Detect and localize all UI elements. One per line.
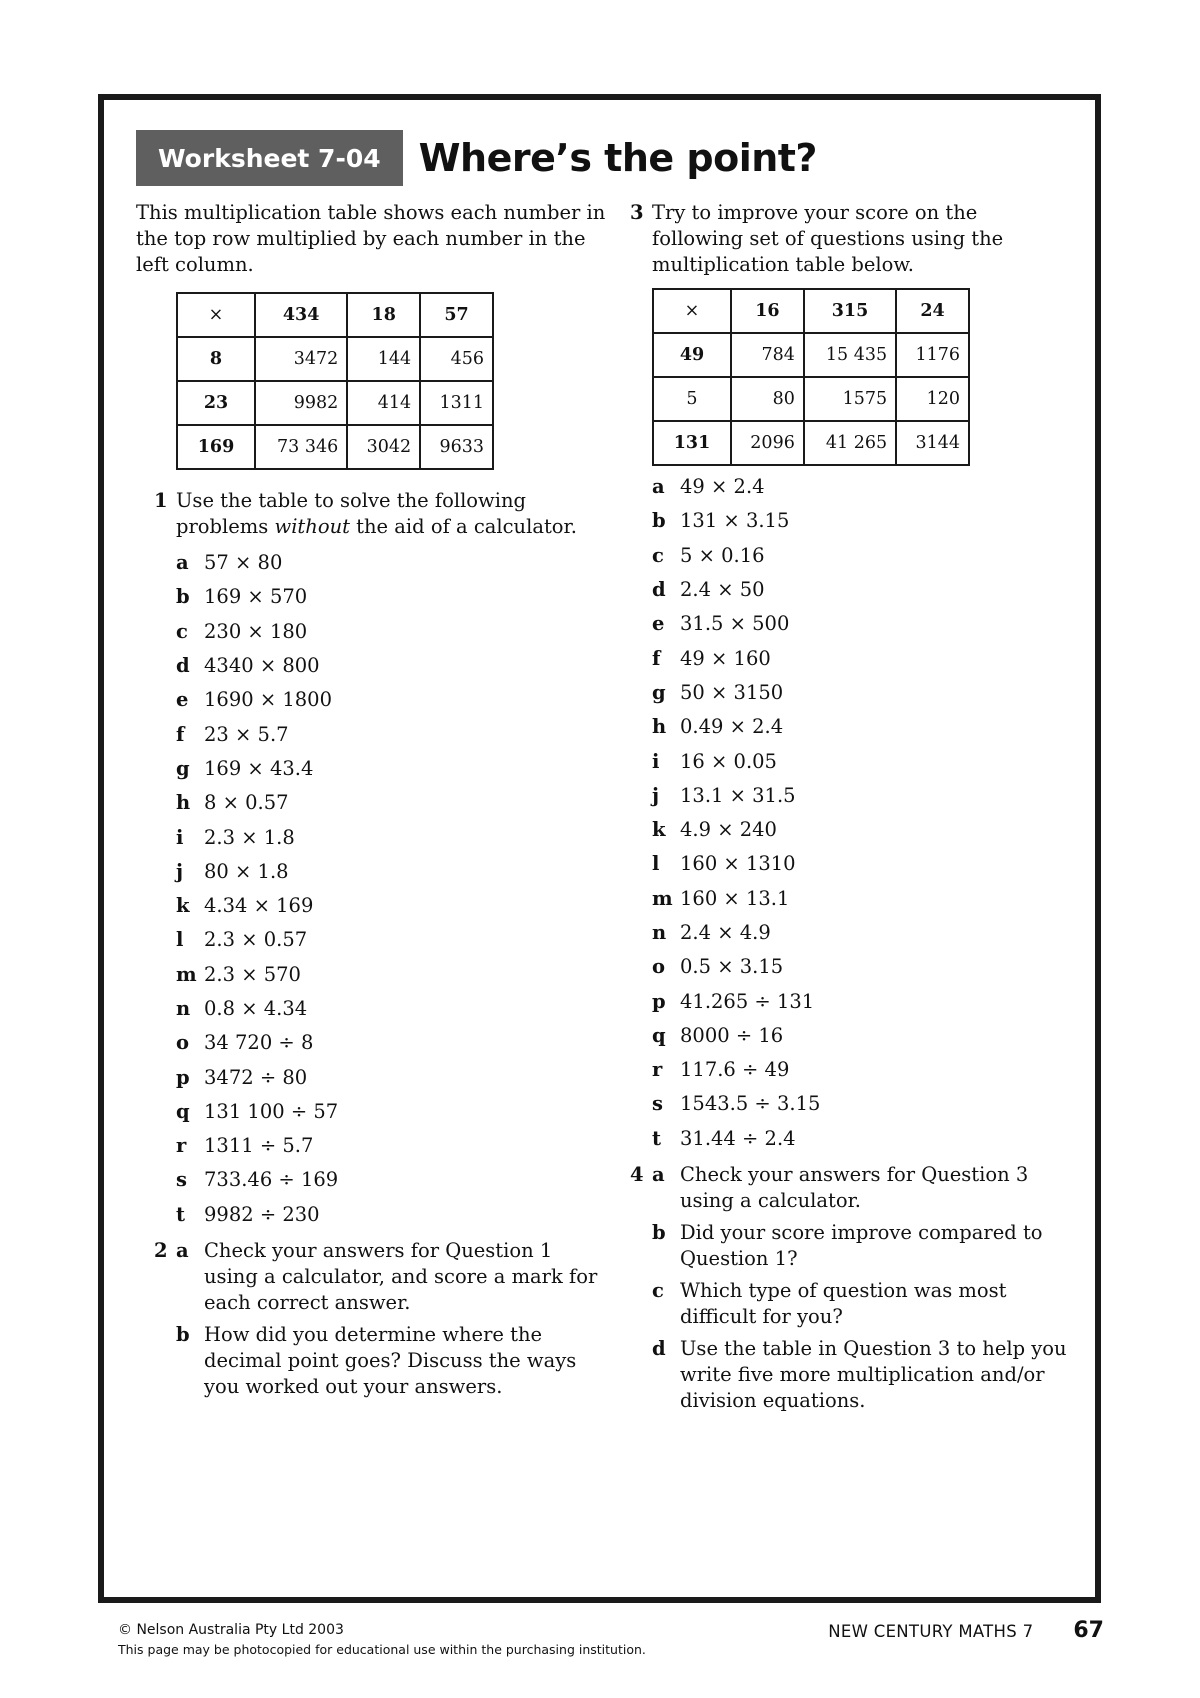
item-text: 80 × 1.8 (204, 859, 289, 883)
item-text: 0.49 × 2.4 (680, 715, 784, 739)
list-item (176, 683, 606, 717)
table-cell: 3042 (347, 425, 420, 469)
question-1 (154, 488, 606, 1232)
item-text: 2.3 × 570 (204, 962, 301, 986)
list-item (176, 1060, 606, 1094)
item-letter: b (652, 509, 666, 533)
question-items (176, 546, 606, 1232)
prompt-text: the aid of a calculator. (349, 515, 577, 538)
item-letter: c (176, 619, 188, 643)
item-letter: m (652, 886, 673, 910)
list-item (176, 615, 606, 649)
table-corner: × (177, 293, 255, 337)
question-prompt (176, 488, 606, 540)
table-cell: 9633 (420, 425, 493, 469)
item-text: 4.34 × 169 (204, 894, 314, 918)
item-text: 2.3 × 0.57 (204, 928, 308, 952)
item-letter: m (176, 962, 197, 986)
series-title: NEW CENTURY MATHS 7 (828, 1622, 1034, 1641)
item-letter: q (176, 1099, 190, 1123)
item-letter: b (176, 585, 190, 609)
item-letter: f (652, 646, 661, 670)
list-item (176, 1163, 606, 1197)
table-col-header: 24 (896, 289, 969, 333)
item-letter: a (652, 475, 665, 499)
item-text: 13.1 × 31.5 (680, 783, 796, 807)
table-col-header: 16 (731, 289, 804, 333)
list-item (176, 1095, 606, 1129)
table-row-header: 49 (653, 333, 731, 377)
sub-text: Did your score improve compared to Question 1? (680, 1220, 1043, 1270)
item-letter: n (176, 997, 191, 1020)
right-column (630, 200, 1070, 1414)
item-text: 57 × 80 (204, 551, 283, 575)
table-cell: 2096 (731, 421, 804, 465)
item-letter: o (652, 955, 666, 979)
item-text: 34 720 ÷ 8 (204, 1031, 314, 1055)
item-letter: k (176, 894, 190, 918)
item-text: 31.44 ÷ 2.4 (680, 1126, 796, 1150)
item-text: 131 × 3.15 (680, 509, 790, 533)
list-item (652, 470, 1070, 504)
item-letter: d (652, 578, 666, 602)
item-text: 1543.5 ÷ 3.15 (680, 1092, 821, 1116)
list-item (176, 786, 606, 820)
sub-text: How did you determine where the decimal point goes? Discuss the ways you worked out your answers. (204, 1322, 577, 1398)
list-item (176, 923, 606, 957)
sub-letter: a (652, 1162, 665, 1186)
item-letter: p (176, 1065, 190, 1089)
item-text: 23 × 5.7 (204, 722, 289, 746)
question-4 (630, 1162, 1070, 1414)
question-items (652, 470, 1070, 1156)
worksheet-title: Where’s the point? (418, 136, 817, 180)
item-text: 31.5 × 500 (680, 612, 790, 636)
table-cell: 144 (347, 337, 420, 381)
item-text: 2.4 × 4.9 (680, 921, 771, 944)
sub-text: Use the table in Question 3 to help you write five more multiplication and/or division equations. (680, 1336, 1067, 1412)
table-row-header: 23 (177, 381, 255, 425)
item-text: 4340 × 800 (204, 654, 320, 678)
list-item (652, 676, 1070, 710)
worksheet-header (136, 130, 817, 186)
question-number: 1 (154, 489, 168, 512)
item-text: 5 × 0.16 (680, 543, 765, 567)
item-text: 41.265 ÷ 131 (680, 989, 815, 1013)
table-corner: × (653, 289, 731, 333)
list-item (652, 847, 1070, 881)
list-item (652, 710, 1070, 744)
table-cell: 3472 (255, 337, 347, 381)
list-item (176, 717, 606, 751)
table-cell: 1575 (804, 377, 896, 421)
question-prompt: Try to improve your score on the following set of questions using the multiplication table below. (652, 201, 1004, 276)
item-text: 1690 × 1800 (204, 688, 332, 712)
list-item (176, 649, 606, 683)
item-text: 8000 ÷ 16 (680, 1023, 784, 1047)
table-cell: 1176 (896, 333, 969, 377)
table-cell: 414 (347, 381, 420, 425)
worksheet-tag: Worksheet 7-04 (136, 130, 403, 186)
table-cell: 15 435 (804, 333, 896, 377)
item-text: 8 × 0.57 (204, 791, 289, 815)
item-text: 0.5 × 3.15 (680, 955, 784, 979)
table-cell: 80 (731, 377, 804, 421)
list-item (652, 1122, 1070, 1156)
sub-text: Which type of question was most difficult for you? (680, 1278, 1007, 1328)
sub-letter: b (652, 1220, 666, 1244)
copyright-text: © Nelson Australia Pty Ltd 2003 (118, 1622, 344, 1638)
table-cell: 120 (896, 377, 969, 421)
table-cell: 9982 (255, 381, 347, 425)
list-item (652, 813, 1070, 847)
sub-text: Check your answers for Question 3 using a calculator. (680, 1162, 1029, 1212)
list-item (176, 1026, 606, 1060)
item-letter: n (652, 921, 667, 944)
item-letter: h (176, 791, 191, 815)
list-item (176, 752, 606, 786)
item-letter: s (176, 1168, 187, 1192)
table-col-header: 434 (255, 293, 347, 337)
item-text: 9982 ÷ 230 (204, 1202, 320, 1226)
list-item (176, 855, 606, 889)
list-item (176, 580, 606, 614)
item-text: 117.6 ÷ 49 (680, 1058, 790, 1082)
table-cell: 456 (420, 337, 493, 381)
item-text: 4.9 × 240 (680, 818, 777, 842)
item-letter: k (652, 818, 666, 842)
sub-question (176, 1322, 606, 1400)
item-text: 2.4 × 50 (680, 578, 765, 602)
list-item (652, 641, 1070, 675)
table-cell: 41 265 (804, 421, 896, 465)
list-item (652, 1053, 1070, 1087)
item-letter: r (176, 1134, 187, 1158)
photocopy-note: This page may be photocopied for educational use within the purchasing institution. (118, 1642, 646, 1657)
sub-question (176, 1238, 606, 1316)
table-row-header: 5 (653, 377, 731, 421)
item-letter: l (176, 928, 184, 952)
item-letter: s (652, 1092, 663, 1116)
table-cell: 1311 (420, 381, 493, 425)
left-column (136, 200, 606, 1400)
table-col-header: 315 (804, 289, 896, 333)
item-letter: e (652, 612, 665, 636)
list-item (652, 539, 1070, 573)
sub-letter: d (652, 1336, 666, 1360)
list-item (176, 889, 606, 923)
item-letter: p (652, 989, 666, 1013)
item-text: 160 × 1310 (680, 852, 796, 876)
item-text: 160 × 13.1 (680, 886, 790, 910)
page-number: 67 (1073, 1618, 1104, 1643)
item-letter: q (652, 1023, 666, 1047)
item-letter: o (176, 1031, 190, 1055)
item-text: 131 100 ÷ 57 (204, 1099, 339, 1123)
item-text: 49 × 2.4 (680, 475, 765, 499)
item-text: 3472 ÷ 80 (204, 1065, 308, 1089)
table-cell: 73 346 (255, 425, 347, 469)
sub-question (652, 1220, 1070, 1272)
list-item (652, 882, 1070, 916)
multiplication-table-2 (652, 288, 970, 466)
table-cell: 3144 (896, 421, 969, 465)
item-text: 1311 ÷ 5.7 (204, 1134, 314, 1158)
item-letter: t (176, 1202, 186, 1226)
item-text: 0.8 × 4.34 (204, 997, 308, 1020)
item-text: 49 × 160 (680, 646, 771, 670)
list-item (176, 958, 606, 992)
list-item (652, 504, 1070, 538)
list-item (652, 744, 1070, 778)
item-letter: f (176, 722, 185, 746)
item-letter: c (652, 543, 664, 567)
item-letter: l (652, 852, 660, 876)
list-item (176, 820, 606, 854)
item-letter: i (652, 749, 660, 773)
list-item (652, 916, 1070, 950)
list-item (652, 950, 1070, 984)
table-col-header: 18 (347, 293, 420, 337)
item-letter: i (176, 825, 184, 849)
table-row-header: 131 (653, 421, 731, 465)
sub-letter: a (176, 1238, 189, 1262)
sub-text: Check your answers for Question 1 using a calculator, and score a mark for each correct answer. (204, 1238, 598, 1314)
table-row-header: 169 (177, 425, 255, 469)
list-item (652, 573, 1070, 607)
item-text: 50 × 3150 (680, 680, 784, 704)
item-text: 16 × 0.05 (680, 749, 777, 773)
question-number: 4 (630, 1162, 644, 1186)
sub-question (652, 1336, 1070, 1414)
item-letter: r (652, 1058, 663, 1082)
item-letter: j (652, 783, 660, 807)
question-3 (630, 200, 1070, 1156)
item-letter: j (176, 859, 184, 883)
item-letter: e (176, 688, 189, 712)
item-text: 230 × 180 (204, 619, 308, 643)
footer-series (828, 1618, 1104, 1643)
sub-letter: c (652, 1278, 664, 1302)
sub-question (652, 1162, 1070, 1214)
item-letter: d (176, 654, 190, 678)
list-item (176, 992, 606, 1026)
table-col-header: 57 (420, 293, 493, 337)
item-text: 733.46 ÷ 169 (204, 1168, 339, 1192)
prompt-emphasis: without (274, 515, 350, 538)
prompt-text: Use the table to solve the following problems (176, 489, 527, 538)
list-item (652, 607, 1070, 641)
list-item (176, 1129, 606, 1163)
list-item (176, 1198, 606, 1232)
item-letter: t (652, 1126, 662, 1150)
list-item (652, 779, 1070, 813)
list-item (176, 546, 606, 580)
list-item (652, 1019, 1070, 1053)
footer-copyright (118, 1622, 646, 1657)
item-text: 169 × 43.4 (204, 756, 314, 780)
item-letter: g (176, 756, 190, 780)
item-letter: a (176, 551, 189, 575)
sub-letter: b (176, 1322, 190, 1346)
table-cell: 784 (731, 333, 804, 377)
list-item (652, 1087, 1070, 1121)
list-item (652, 984, 1070, 1018)
question-number: 3 (630, 201, 644, 224)
multiplication-table-1 (176, 292, 494, 470)
item-text: 2.3 × 1.8 (204, 825, 295, 849)
item-letter: g (652, 680, 666, 704)
table-row-header: 8 (177, 337, 255, 381)
question-2 (154, 1238, 606, 1400)
item-text: 169 × 570 (204, 585, 308, 609)
intro-text: This multiplication table shows each number in the top row multiplied by each number in the left column. (136, 201, 606, 276)
sub-question (652, 1278, 1070, 1330)
item-letter: h (652, 715, 667, 739)
question-number: 2 (154, 1238, 168, 1262)
